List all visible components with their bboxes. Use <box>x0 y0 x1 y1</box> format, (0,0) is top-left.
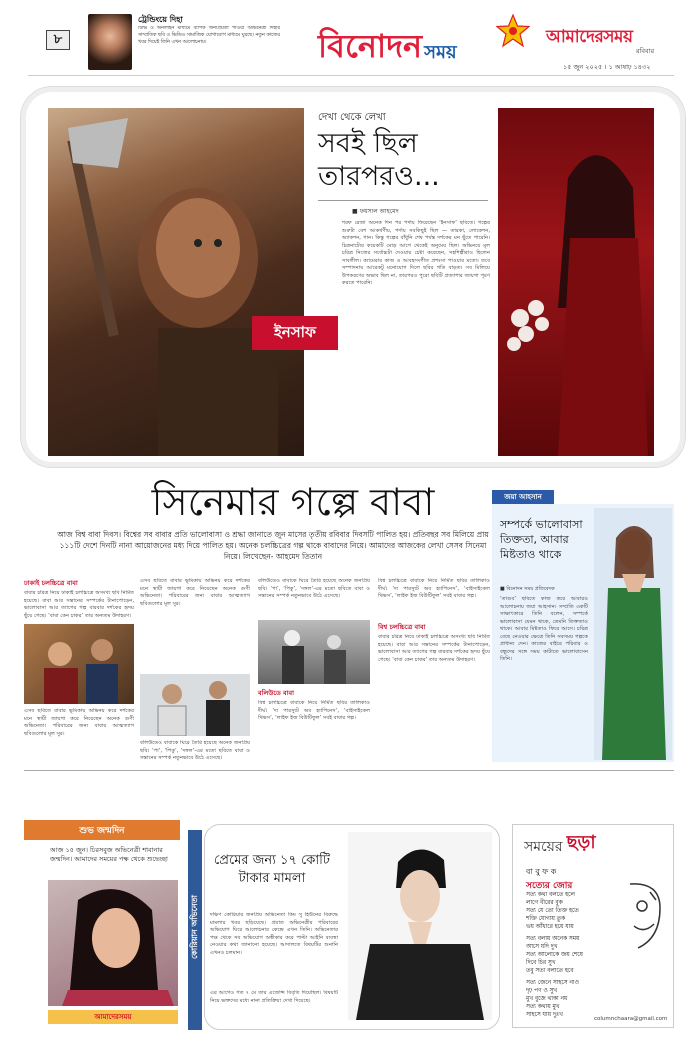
father-col4-text-2: বাবার চরিত্র নিয়ে ঢাকাই চলচ্চিত্রে অসংখ্য ছবি নির্মিত হয়েছে। বাবা আর সন্তানের সম্পর্কের টানাপোড়েন, ভালোবাসা আর ত্যাগের গল্প বারবার দর্শকের হৃদয় ছুঁয়ে গেছে। ‘বাবা কেন চাকর’ তার অন্যতম উদাহরণ। <box>378 634 490 663</box>
column-byline: ■ বিনোদন সময় প্রতিবেদক <box>500 586 555 592</box>
supplement-masthead <box>318 16 486 65</box>
column-author-tab <box>492 490 554 504</box>
column-headline: সম্পর্কে ভালোবাসা তিক্ততা, আবার মিষ্টতাও থাকে <box>500 518 583 561</box>
header-divider <box>28 75 674 76</box>
father-col1-text: বাবার চরিত্র নিয়ে ঢাকাই চলচ্চিত্রে অসংখ্য ছবি নির্মিত হয়েছে। বাবা আর সন্তানের সম্পর্কের টানাপোড়েন, ভালোবাসা আর ত্যাগের গল্প বারবার দর্শকের হৃদয় ছুঁয়ে গেছে। ‘বাবা কেন চাকর’ তার অন্যতম উদাহরণ। <box>24 590 134 619</box>
trending-label: ট্রেন্ডিংয়ে দিহা <box>138 15 183 24</box>
father-col3-text: বলিউডেও বাবাকে ঘিরে তৈরি হয়েছে অনেক জনপ্রিয় ছবি। ‘পা’, ‘পিকু’, ‘দঙ্গল’-এর মতো ছবিতে বাবা ও সন্তানের সম্পর্ক নতুনভাবে উঠে এসেছে। <box>258 578 370 600</box>
feature-body: শরফ রেজা অনেক দিন পর পর্দায় ফিরেছেন ‘ইনসাফ’ ছবিতে। গল্পের শুরুটা বেশ আকর্ষণীয়, পর্দায় সবকিছুই ছিল — তারকা, লোকেশন, অ্যাকশন, গান। কিন্তু গল্পের বাঁধুনি শেষ পর্যন্ত দর্শকের মন ছুঁতে পারেনি। চিত্রনাট্যের কয়েকটি মোড় আগে থেকেই অনুমেয় ছিল। অভিনয়ে মূল চরিত্র নিজের সর্বোচ্চটা দেওয়ার চেষ্টা করেছেন, সহশিল্পীরাও ছিলেন সাবলীল। ক্যামেরার কাজ ও আবহসংগীত প্রশংসা পাওয়ার মতো। তবে সম্পাদনায় আরেকটু মনোযোগ দিলে ছবির গতি বাড়ত। সব মিলিয়ে উপকরণের অভাব ছিল না, তারপরও পুরো ছবিটি প্রত্যাশার জায়গা পূরণ করতে পারেনি। <box>342 220 490 287</box>
father-col2-text-2: বলিউডেও বাবাকে ঘিরে তৈরি হয়েছে অনেক জনপ্রিয় ছবি। ‘পা’, ‘পিকু’, ‘দঙ্গল’-এর মতো ছবিতে বাবা ও সন্তানের সম্পর্ক নতুনভাবে উঠে এসেছে। <box>140 740 250 762</box>
birthday-footer: আমাদেরসময় <box>94 1013 132 1021</box>
father-col1-text-2: এসব ছবিতে বাবার ভূমিকায় অভিনয় করে দর্শকের মনে স্থায়ী জায়গা করে নিয়েছেন অনেক গুণী অভিনেতা। পরিবারের জন্য বাবার আত্মত্যাগ ছবিগুলোর মূল সুর। <box>24 708 134 737</box>
birthday-photo <box>48 880 178 1006</box>
rhyme-email[interactable]: columnchaara@gmail.com <box>594 1016 668 1022</box>
father-photo-bollywood <box>140 674 250 736</box>
brand-logo: আমাদেরসময় <box>546 27 633 47</box>
father-photo-dhaka <box>24 624 134 704</box>
feature-headline-rule <box>318 200 488 201</box>
rhyme-line: সত্য কথায় মুখ <box>526 1003 560 1010</box>
column-body: ‘তাণ্ডব’ ছবিতে কাজ করে আবারও আলোচনায় জয়া আহসান। সম্প্রতি একটি সাক্ষাৎকারে তিনি বলেন, সম্পর্কে ভালোবাসা যেমন থাকে, তেমনি তিক্ততাও থাকে। আবার মিষ্টতাও ফিরে আসে। চরিত্র বেছে নেওয়ার ক্ষেত্রে তিনি সবসময় গল্পকে প্রাধান্য দেন। কাজের বাইরে পরিবার ও বন্ধুদের সঙ্গে সময় কাটাতে ভালোবাসেন তিনি। <box>500 596 588 663</box>
rhyme-line: মুখ বুজে থাকা নয় <box>526 995 568 1002</box>
father-photo-world <box>258 620 370 684</box>
father-headline: সিনেমার গল্পে বাবা <box>151 480 435 524</box>
feature-kicker: দেখা থেকে লেখা <box>318 112 386 123</box>
rhyme-face-illustration <box>620 878 666 962</box>
section-divider <box>24 770 674 771</box>
birthday-label: শুভ জন্মদিন <box>79 825 125 836</box>
column-author: জয়া আহসান <box>504 493 542 501</box>
rhyme-line: তবু সত্য বলাতে হবে <box>526 967 574 974</box>
father-sub-world: বিশ্ব চলচ্চিত্রে বাবা <box>378 623 426 631</box>
supplement-title-a: বিনোদন <box>318 27 423 65</box>
feature-byline: ■ ফয়সাল আহমেদ <box>352 208 399 215</box>
column-photo <box>594 508 672 760</box>
korean-photo <box>348 832 492 1020</box>
rhyme-title-row <box>524 828 596 859</box>
birthday-label-bar <box>24 820 180 840</box>
rhyme-line: দিবে চির সুখ <box>526 959 556 966</box>
rhyme-line: ভয় আঁধারে হয়ে যায় <box>526 923 574 930</box>
rhyme-title-b: ছড়া <box>566 832 596 853</box>
korean-vertical-label: কোরিয়ান অভিনেতা <box>190 895 199 959</box>
korean-body-2: এর আগেও গত ৭ মে তার এজেন্সি বিবৃতি দিয়েছিল। বিষয়টি নিয়ে ভক্তদের মধ্যে নানা প্রতিক্রিয়া দেখা দিয়েছে। <box>210 990 338 1004</box>
rhyme-title-a: সময়ের <box>524 839 563 855</box>
rhyme-line: শক্তি যোগায় তুক <box>526 915 566 922</box>
supplement-title-b: সময় <box>424 42 457 63</box>
rhyme-line: দৃঢ় পণ ও সুখ <box>526 987 558 994</box>
rhyme-line: সত্য কথা বলতে হলে <box>526 892 575 898</box>
feature-poster <box>48 108 304 456</box>
page-number-box <box>46 30 70 50</box>
rhyme-line: লাগে বীরের বুক <box>526 899 563 906</box>
father-col2-text: এসব ছবিতে বাবার ভূমিকায় অভিনয় করে দর্শকের মনে স্থায়ী জায়গা করে নিয়েছেন অনেক গুণী অভিনেতা। পরিবারের জন্য বাবার আত্মত্যাগ ছবিগুলোর মূল সুর। <box>140 578 250 607</box>
birthday-text: আজ ১৫ জুন। চিরসবুজ অভিনেত্রী শাবানার জন্মদিন। আমাদের সময়ের পক্ষ থেকে শুভেচ্ছা <box>50 846 168 864</box>
father-intro: আজ বিশ্ব বাবা দিবস। বিশ্বের সব বাবার প্রতি ভালোবাসা ও শ্রদ্ধা জানাতে জুন মাসের তৃতীয় রবিবার দিবসটি পালিত হয়। প্রতিবছর সব মিলিয়ে প্রায় ১১১টি দেশে দিনটি নানা আয়োজনের মধ্য দিয়ে পালিত হয়। অনেক চলচ্চিত্রের গল্প থাকে বাবাদের নিয়ে। আমাদের আজকের লেখা সেসব সিনেমা নিয়ে। লিখেছেন- আহমেদ তিতান <box>57 530 489 561</box>
issue-day: রবিবার <box>636 47 655 55</box>
rhyme-line: আসে যদি দুখ <box>526 943 558 950</box>
birthday-footer-strip <box>48 1010 178 1024</box>
star-icon <box>496 14 530 48</box>
rhyme-line: সাহসে যায় দুঃখ <box>526 1011 563 1018</box>
trending-text: টিভি ও অনলাইন মাধ্যমে ব্যাপক জনপ্রিয়তা পাওয়া অভিনেত্রী দিহার সাম্প্রতিক ছবি ও ভিডিও সামাজিক যোগাযোগ মাধ্যমে ঘুরছে। নতুন কাজের খবর দিয়েই তিনি এখন আলোচনায়। <box>138 26 280 45</box>
rhyme-line: সত্য যে তো তিক্ত হতে <box>526 907 579 914</box>
feature-headline: সবই ছিল তারপরও... <box>318 128 440 192</box>
trending-photo <box>88 14 132 70</box>
korean-headline: প্রেমের জন্য ১৭ কোটি টাকার মামলা <box>214 853 330 886</box>
issue-date: ১৫ জুন ২০২৫ । ১ আষাঢ় ১৪৩২ <box>563 63 651 71</box>
film-tag: ইনসাফ <box>274 322 316 341</box>
feature-photo-actress <box>498 108 654 456</box>
rhyme-line: সত্য আলোকে জয় শেষে <box>526 951 583 958</box>
father-col4-text: বিশ্ব চলচ্চিত্রে বাবাকে নিয়ে নির্মিত ছবির তালিকাও দীর্ঘ। ‘দ্য পারস্যুট অব হ্যাপিনেস’, ‘বাইসাইকেল থিভস’, ‘লাইফ ইজ বিউটিফুল’ সবই বাবার গল্প। <box>378 578 490 600</box>
father-col3-text-2: বিশ্ব চলচ্চিত্রে বাবাকে নিয়ে নির্মিত ছবির তালিকাও দীর্ঘ। ‘দ্য পারস্যুট অব হ্যাপিনেস’, ‘বাইসাইকেল থিভস’, ‘লাইফ ইজ বিউটিফুল’ সবই বাবার গল্প। <box>258 700 370 722</box>
father-sub-bollywood: বলিউডে বাবা <box>258 689 295 697</box>
rhyme-line: সত্য বলায় অনেক সময় <box>526 935 580 942</box>
page-number: ৮ <box>53 31 63 47</box>
father-sub-dhaka: ঢাকাই চলচ্চিত্রে বাবা <box>24 579 78 587</box>
rhyme-line: সত্য জেনে সাহসে নাও <box>526 979 579 986</box>
rhyme-author: বা বু ফ ক <box>526 867 557 876</box>
film-tag-box <box>252 316 338 350</box>
korean-body: দক্ষিণ কোরিয়ার জনপ্রিয় অভিনেতা কিম সু হিউনের বিরুদ্ধে মামলার খবর ছড়িয়েছে। প্রয়াত অভিনেত্রীর পরিবারের অভিযোগ ঘিরে আলোচনার কেন্দ্রে এখন তিনি। অভিনেতার পক্ষ থেকে সব অভিযোগ অস্বীকার করে পাল্টা আইনি ব্যবস্থা নেওয়ার কথা জানানো হয়েছে। আদালতে বিষয়টির শুনানি এখনও চলমান। <box>210 912 338 956</box>
rhyme-poem-title: সত্যের জোর <box>526 881 573 891</box>
